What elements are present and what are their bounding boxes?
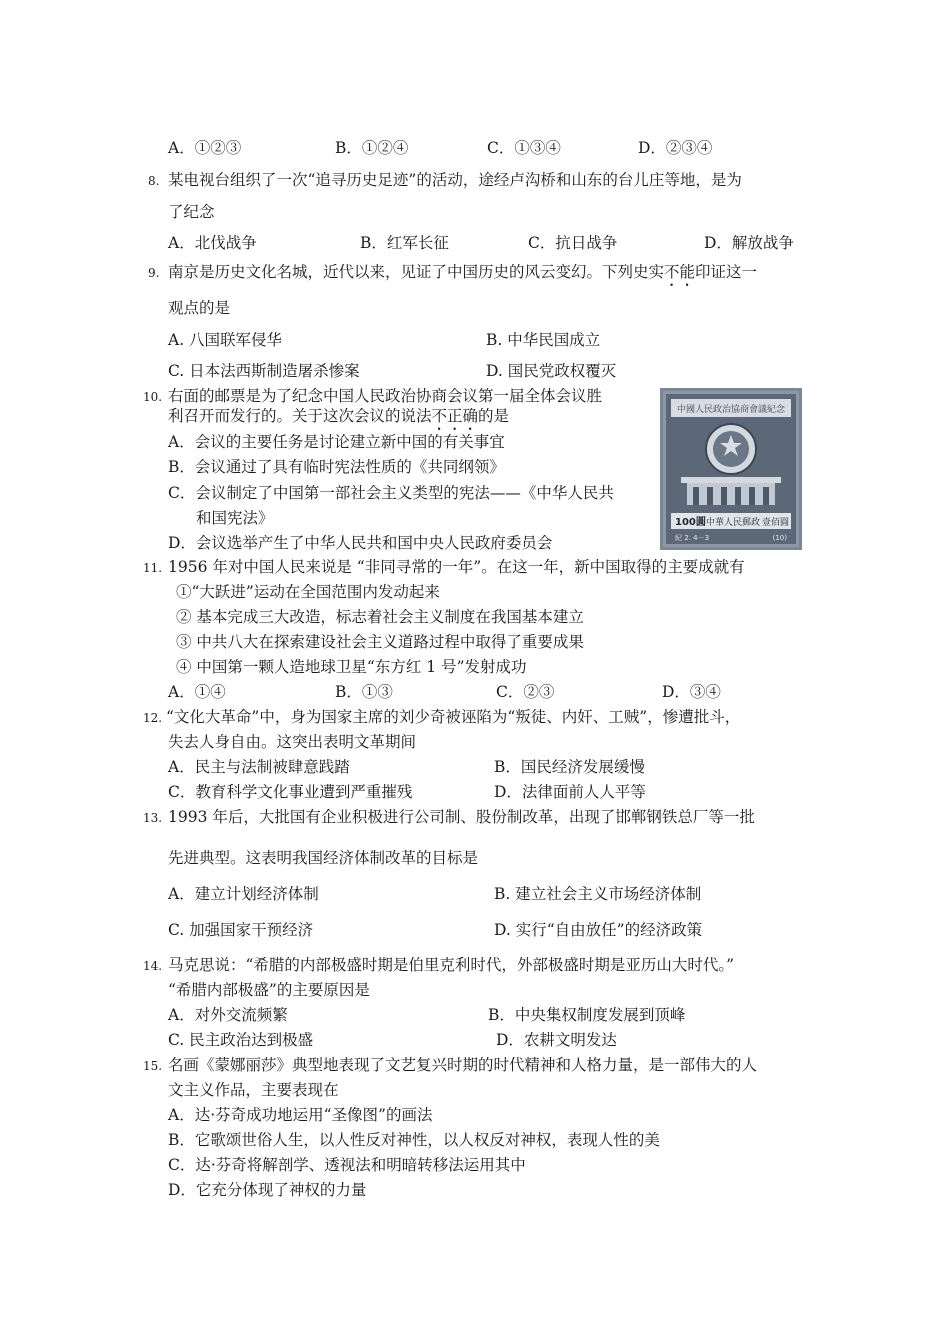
q15-option-a: A．达·芬奇成功地运用“圣像图”的画法 bbox=[168, 1106, 433, 1124]
q11-item-4: ④ 中国第一颗人造地球卫星“东方红 1 号”发射成功 bbox=[176, 658, 527, 676]
q8-option-d: D．解放战争 bbox=[704, 234, 794, 252]
q13-option-c: C. 加强国家干预经济 bbox=[168, 921, 314, 939]
q10-option-b: B．会议通过了具有临时宪法性质的《共同纲领》 bbox=[168, 458, 505, 476]
q15-stem-line2: 文主义作品，主要表现在 bbox=[168, 1081, 339, 1099]
q14-option-c: C. 民主政治达到极盛 bbox=[168, 1031, 314, 1049]
q8-option-b: B．红军长征 bbox=[360, 234, 449, 252]
q8-stem-line1: 某电视台组织了一次“追寻历史足迹”的活动，途经卢沟桥和山东的台儿庄等地，是为 bbox=[168, 171, 742, 189]
q8-option-c: C．抗日战争 bbox=[528, 234, 618, 252]
q12-option-d: D．法律面前人人平等 bbox=[494, 783, 646, 801]
q10-option-a: A．会议的主要任务是讨论建立新中国的有关事宜 bbox=[168, 433, 505, 451]
q7-option-c: C．①③④ bbox=[487, 139, 561, 157]
q13-stem-line1: 1993 年后，大批国有企业积极进行公司制、股份制改革，出现了邯郸钢铁总厂等一批 bbox=[168, 808, 755, 826]
q13-stem-line2: 先进典型。这表明我国经济体制改革的目标是 bbox=[168, 849, 479, 867]
stamp-bottom-text: 中華人民郵政 bbox=[705, 518, 761, 528]
q7-option-a: A．①②③ bbox=[168, 139, 242, 157]
q10-option-c-line2: 和国宪法》 bbox=[196, 509, 274, 527]
q7-option-b: B．①②④ bbox=[335, 139, 409, 157]
q15-number: 15. bbox=[143, 1059, 163, 1073]
q10-option-d: D．会议选举产生了中华人民共和国中央人民政府委员会 bbox=[168, 534, 553, 552]
q9-option-c: C. 日本法西斯制造屠杀惨案 bbox=[168, 362, 360, 380]
q15-option-b: B．它歌颂世俗人生，以人性反对神性，以人权反对神权，表现人性的美 bbox=[168, 1131, 660, 1149]
q8-option-a: A．北伐战争 bbox=[168, 234, 257, 252]
q13-option-d: D. 实行“自由放任”的经济政策 bbox=[494, 921, 703, 939]
q11-option-b: B．①③ bbox=[335, 683, 393, 701]
q15-stem-line1: 名画《蒙娜丽莎》典型地表现了文艺复兴时期的时代精神和人格力量，是一部伟大的人 bbox=[168, 1056, 758, 1074]
stamp-top-text: 中國人民政治協商會議紀念 bbox=[676, 405, 786, 415]
q13-option-a: A．建立计划经济体制 bbox=[168, 885, 319, 903]
q12-option-a: A．民主与法制被肆意践踏 bbox=[168, 758, 350, 776]
commemorative-stamp bbox=[660, 388, 802, 550]
q9-stem-line2: 观点的是 bbox=[168, 299, 231, 317]
stamp-serial: (10) bbox=[772, 534, 787, 542]
q8-number: 8. bbox=[148, 174, 160, 188]
q11-option-c: C．②③ bbox=[496, 683, 555, 701]
q11-item-1: ①“大跃进”运动在全国范围内发动起来 bbox=[176, 583, 440, 601]
q14-stem-line2: “希腊内部极盛”的主要原因是 bbox=[168, 981, 370, 999]
q9-emphasis: 不能 bbox=[664, 263, 696, 281]
q15-option-d: D．它充分体现了神权的力量 bbox=[168, 1181, 367, 1199]
q12-option-b: B．国民经济发展缓慢 bbox=[494, 758, 645, 776]
q11-number: 11. bbox=[143, 561, 163, 575]
q12-number: 12. bbox=[143, 711, 163, 725]
q13-option-b: B. 建立社会主义市场经济体制 bbox=[494, 885, 702, 903]
stamp-value-right: 壹佰圓 bbox=[761, 518, 789, 528]
q12-option-c: C．教育科学文化事业遭到严重摧残 bbox=[168, 783, 413, 801]
q10-stem-line2: 利召开而发行的。关于这次会议的说法不正确的是 bbox=[168, 407, 510, 425]
q10-number: 10. bbox=[143, 390, 163, 404]
q10-option-c-line1: C．会议制定了中国第一部社会主义类型的宪法——《中华人民共 bbox=[168, 484, 614, 502]
q12-stem-line1: “文化大革命”中，身为国家主席的刘少奇被诬陷为“叛徒、内奸、工贼”，惨遭批斗， bbox=[166, 708, 741, 726]
q11-item-2: ② 基本完成三大改造，标志着社会主义制度在我国基本建立 bbox=[176, 608, 584, 626]
q10-emphasis: 不正确 bbox=[431, 407, 479, 425]
q13-number: 13. bbox=[143, 811, 163, 825]
q11-option-d: D．③④ bbox=[662, 683, 721, 701]
stamp-value: 100圓 bbox=[675, 517, 706, 528]
q14-option-b: B．中央集权制度发展到顶峰 bbox=[488, 1006, 686, 1024]
q15-option-c: C．达·芬奇将解剖学、透视法和明暗转移法运用其中 bbox=[168, 1156, 526, 1174]
q14-option-a: A．对外交流频繁 bbox=[168, 1006, 288, 1024]
q9-option-b: B. 中华民国成立 bbox=[486, 331, 601, 349]
q14-stem-line1: 马克思说：“希腊的内部极盛时期是伯里克利时代，外部极盛时期是亚历山大时代。” bbox=[168, 956, 735, 974]
q14-number: 14. bbox=[143, 959, 163, 973]
q9-number: 9. bbox=[148, 266, 160, 280]
q7-option-d: D．②③④ bbox=[638, 139, 713, 157]
stamp-code: 紀 2. 4－3 bbox=[675, 534, 710, 542]
q14-option-d: D．农耕文明发达 bbox=[496, 1031, 617, 1049]
q11-option-a: A．①④ bbox=[168, 683, 226, 701]
q12-stem-line2: 失去人身自由。这突出表明文革期间 bbox=[168, 733, 417, 751]
q9-option-d: D. 国民党政权覆灭 bbox=[486, 362, 617, 380]
q11-item-3: ③ 中共八大在探索建设社会主义道路过程中取得了重要成果 bbox=[176, 633, 584, 651]
q11-stem: 1956 年对中国人民来说是 “非同寻常的一年”。在这一年，新中国取得的主要成就有 bbox=[168, 558, 745, 576]
q9-stem-line1: 南京是历史文化名城，近代以来，见证了中国历史的风云变幻。下列史实不能印证这一 bbox=[168, 263, 758, 281]
q10-stem-line1: 右面的邮票是为了纪念中国人民政治协商会议第一届全体会议胜 bbox=[168, 387, 603, 405]
q9-option-a: A. 八国联军侵华 bbox=[168, 331, 283, 349]
q8-stem-line2: 了纪念 bbox=[168, 203, 215, 221]
